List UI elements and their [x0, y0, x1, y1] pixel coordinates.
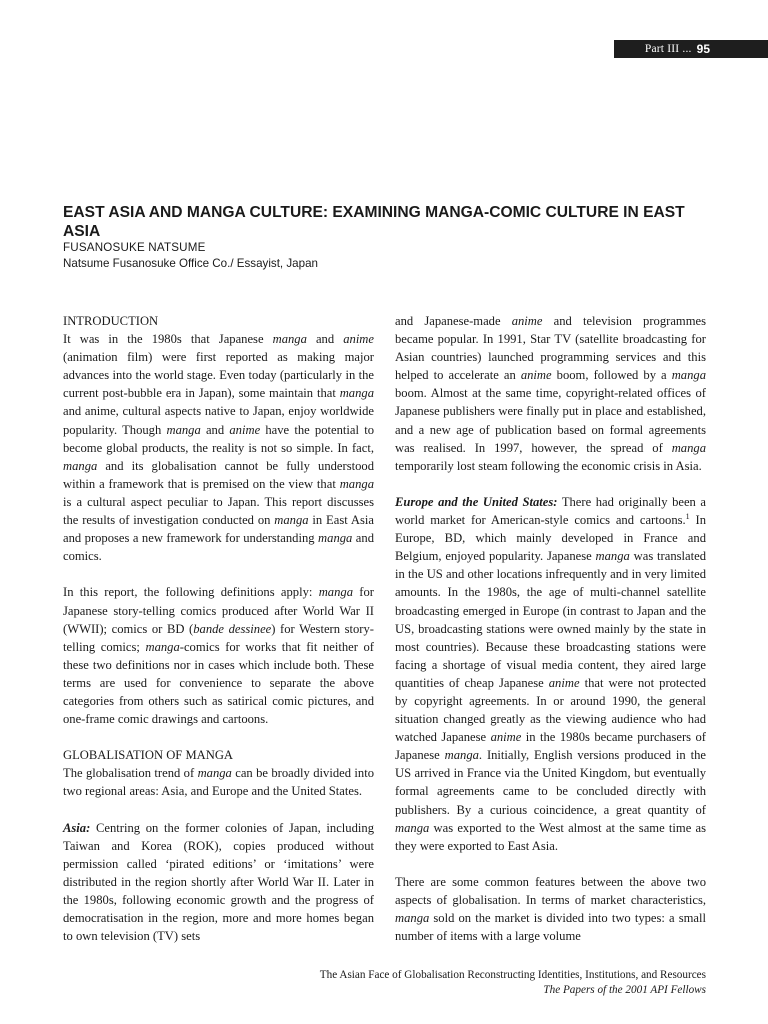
footer-series: The Papers of the 2001 API Fellows	[543, 984, 706, 996]
asia-paragraph: Asia: Centring on the former colonies of Japan, including Taiwan and Korea (ROK), copies produced without permission called ‘pirated editions’ or ‘imitations’ were distributed in the region shortly after World War II. Later in the 1980s, following economic growth and the progress of democratisation in the region, more and more homes began to own television (TV) sets	[63, 820, 374, 944]
features-paragraph: There are some common features between the above two aspects of globalisation. In terms of market characteristics, manga sold on the market is divided into two types: a small number of items with a large volume	[395, 874, 706, 944]
asia-subheading: Asia:	[63, 820, 91, 835]
left-column	[63, 312, 374, 945]
asia-paragraph-continued: and Japanese-made anime and television programmes became popular. In 1991, Star TV (satellite broadcasting for Asian countries) launched programming services and this helped to accelerate an anime boom, followed by a manga boom. Almost at the same time, copyright-related offices of Japanese publishers were finally put in place and established, and a new age of publication based on formal agreements was realised. In 1997, however, the spread of manga temporarily lost steam following the economic crisis in Asia.	[395, 314, 707, 473]
page-number: 95	[696, 42, 710, 56]
running-header-part: Part III ...	[644, 43, 692, 55]
running-header	[614, 40, 768, 58]
footnote-marker: 1	[685, 511, 690, 521]
introduction-heading: INTRODUCTION	[63, 314, 159, 328]
right-column	[395, 312, 706, 945]
europe-paragraph: Europe and the United States: There had originally been a world market for American-style comics and cartoons.$^1$ In Europe, BD, which mainly developed in France and Belgium, enjoyed popularity. Japanese manga was translated in the US and other locations infrequently and in very limited amounts. In the 1980s, the age of multi-channel satellite broadcasting emerged in Europe (in contrast to Japan and the US, broadcasting stations were owned mainly by the state in most countries). Because these broadcasting stations were facing a shortage of visual media content, they aired large quantities of cheap Japanese anime that were not protected by copyright agreements. In or around 1990, the general situation changed greatly as the viewing audience who had watched Japanese anime in the 1980s became purchasers of Japanese manga. Initially, English versions produced in the US arrived in France via the United Kingdom, but eventually formal agreements came to be concluded directly with publishers. By a curious coincidence, a great quantity of manga was exported to the West almost at the same time as they were exported to East Asia.	[395, 494, 707, 853]
footer-book-title: The Asian Face of Globalisation Reconstructing Identities, Institutions, and Resources	[319, 969, 706, 981]
intro-paragraph-1: It was in the 1980s that Japanese manga and anime (animation film) were first reported as making major advances into the world stage. Even today (particularly in the current post-bubble era in Japan), some maintain that manga and anime, cultural aspects native to Japan, enjoy worldwide popularity. Though manga and anime have the potential to become global products, the reality is not so simple. In fact, manga and its globalisation cannot be fully understood within a framework that is premised on the view that manga is a cultural aspect peculiar to Japan. This report discusses the results of investigation conducted on manga in East Asia and proposes a new framework for understanding manga and comics.	[63, 332, 375, 564]
author-affiliation: Natsume Fusanosuke Office Co./ Essayist, Japan	[63, 257, 318, 270]
intro-paragraph-2: In this report, the following definitions apply: manga for Japanese story-telling comics produced after World War II (WWII); comics or BD (bande dessinee) for Western story-telling comics; manga-comics for works that fit neither of these two definitions nor in cases which include both. These terms are used for convenience to separate the above categories from others such as satirical comic pictures, and one-frame comic drawings and cartoons.	[63, 585, 374, 727]
globalisation-heading: GLOBALISATION OF MANGA	[63, 748, 234, 763]
article-author: FUSANOSUKE NATSUME	[63, 241, 206, 254]
europe-subheading: Europe and the United States:	[395, 494, 558, 509]
article-title: EAST ASIA AND MANGA CULTURE: EXAMINING MANGA-COMIC CULTURE IN EAST ASIA	[63, 204, 685, 240]
globalisation-paragraph: The globalisation trend of manga can be broadly divided into two regional areas: Asia, and Europe and the United States.	[63, 766, 374, 799]
